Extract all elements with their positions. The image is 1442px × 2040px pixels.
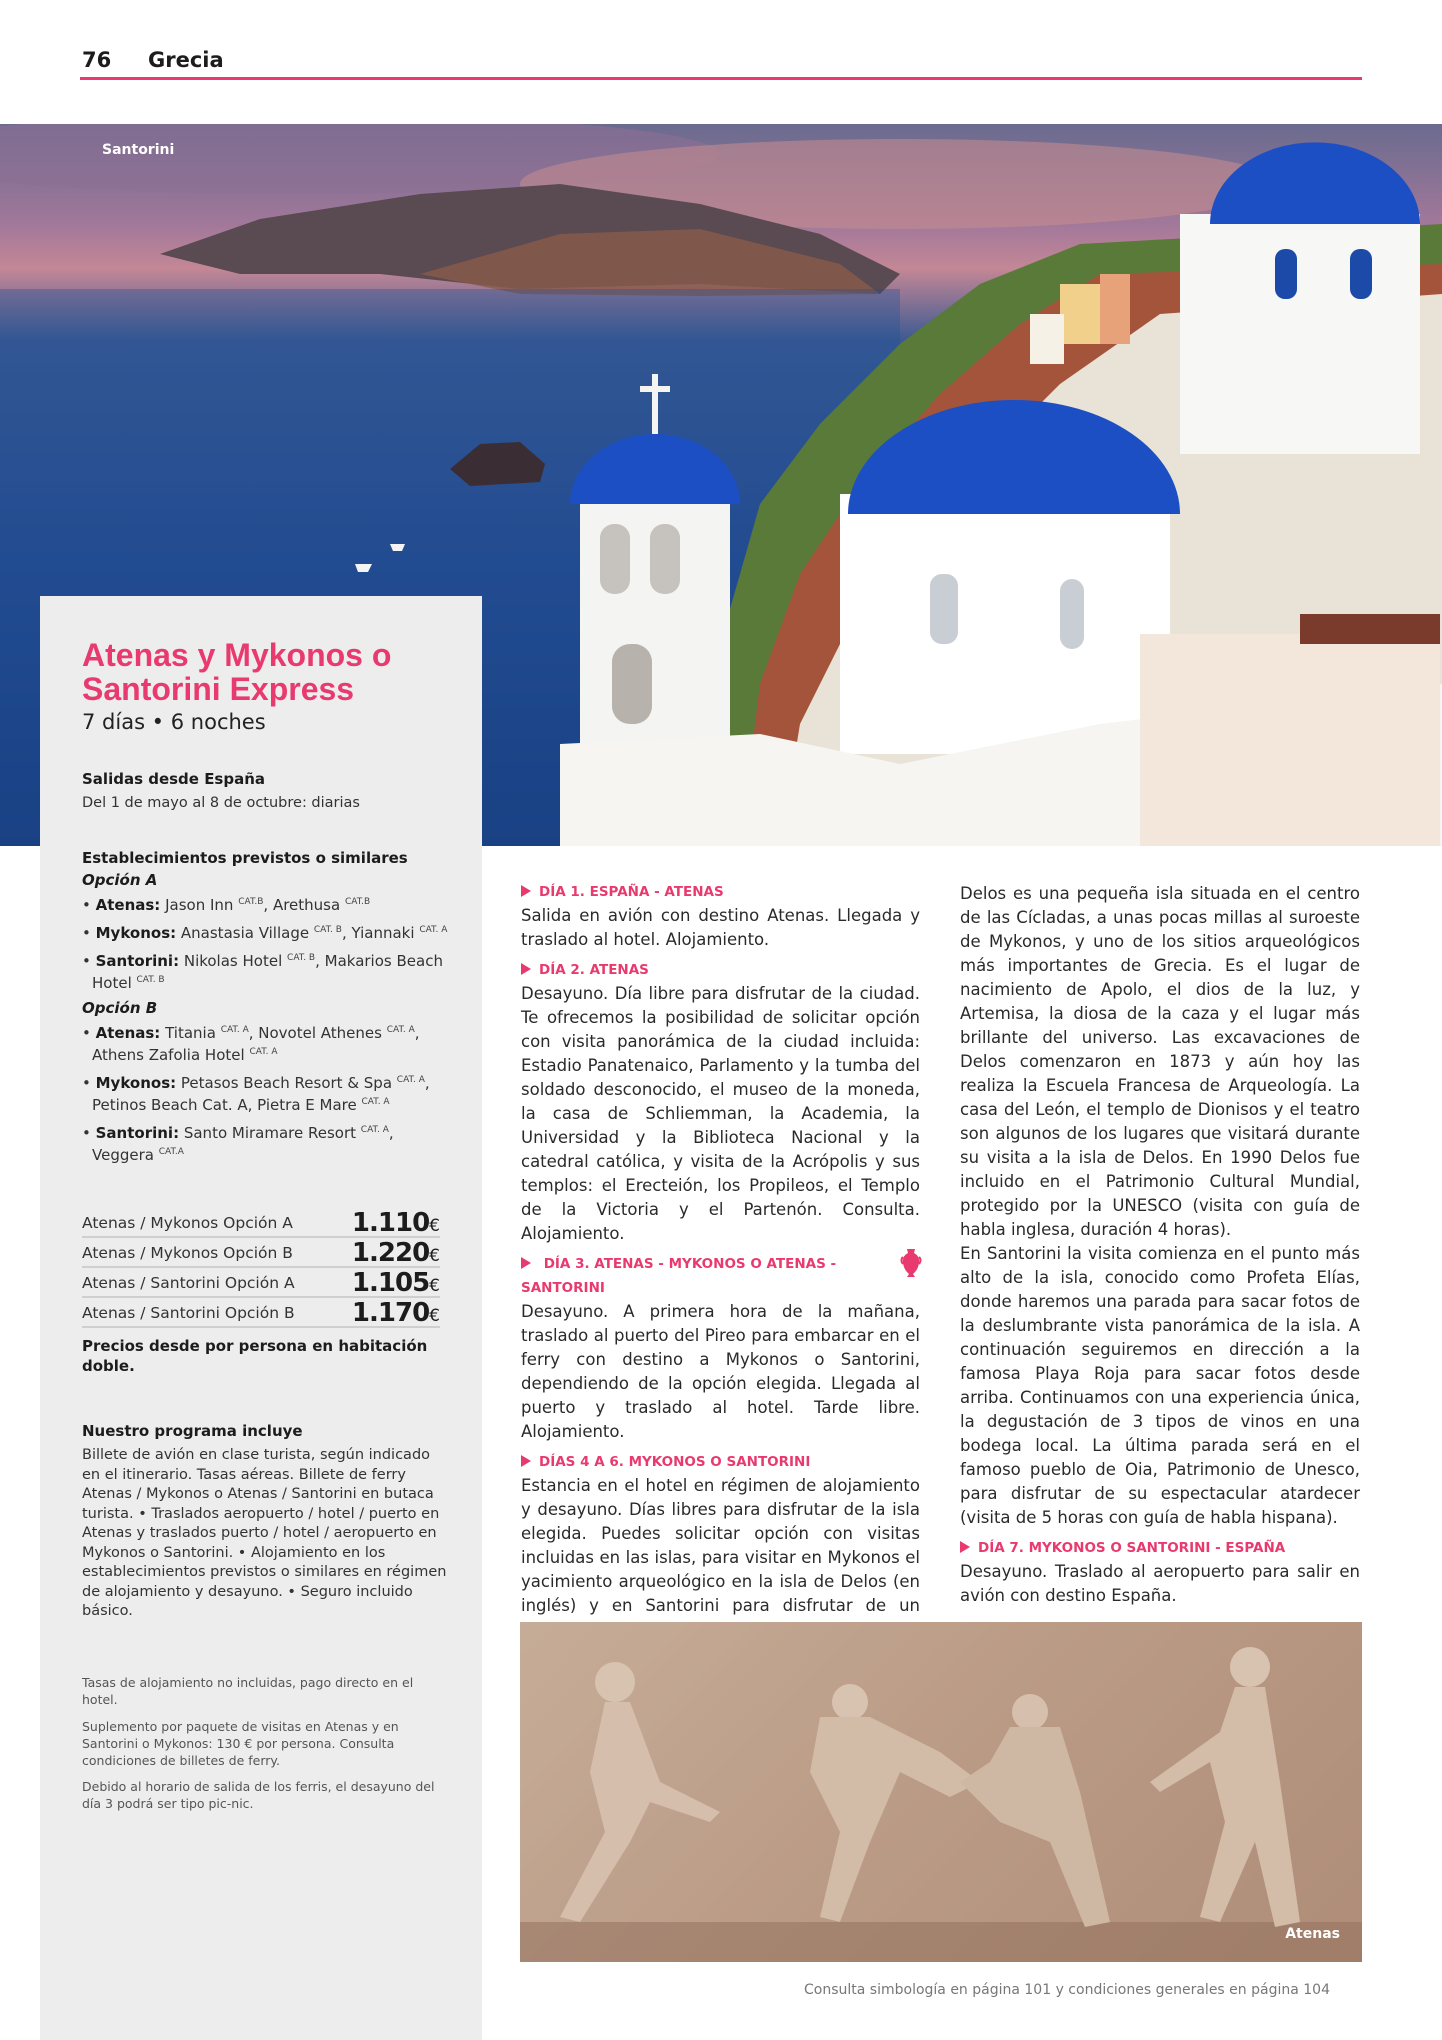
price-note: Precios desde por persona en habitación doble. [82,1337,428,1375]
itinerary-column-1 [521,880,920,1690]
day-4-6-title: DÍAS 4 A 6. MYKONOS O SANTORINI [521,1450,920,1474]
day-7-title: DÍA 7. MYKONOS O SANTORINI - ESPAÑA [960,1536,1360,1560]
hotel-item: • Santorini: Santo Miramare Resort $^{CAT. A}$, Veggera $^{CAT.A}$ [82,1124,394,1164]
price-row: Atenas / Santorini Opción A 1.105€ [82,1268,440,1298]
hotels-heading: Establecimientos previstos o similares [82,849,408,867]
departures-heading: Salidas desde España [82,770,266,788]
day-2-text: Desayuno. Día libre para disfrutar de la ciudad. Te ofrecemos la posibilidad de solicitar opción con visita panorámica de la ciudad incluida: Estadio Panatenaico, Parlamento y la tumba del soldado desconocido, el museo de la moneda, la casa de Schliemman, la Academia, la Universidad y la Biblioteca Nacional y la catedral católica, y visita de la Acrópolis y sus templos: el Erecteión, los Propileos, el Templo de la Victoria y el Partenón. Consulta. Alojamiento. [521,984,920,1243]
option-a-label: Opción A [82,871,158,889]
hotel-item: • Mykonos: Petasos Beach Resort & Spa $^{CAT. A}$, Petinos Beach Cat. A, Pietra E Mare $^{CAT. A}$ [82,1074,430,1114]
day-7-text: Desayuno. Traslado al aeropuerto para salir en avión con destino España. [960,1562,1360,1605]
day-3-text: Desayuno. A primera hora de la mañana, traslado al puerto del Pireo para embarcar en el ferry con destino a Mykonos o Santorini, dependiendo de la opción elegida. Llegada al puerto y traslado al hotel. Tarde libre. Alojamiento. [521,1302,920,1441]
price-row: Atenas / Mykonos Opción A 1.110€ [82,1208,440,1238]
wrestlers-relief-illustration [520,1622,1362,1962]
page-header [80,44,1362,80]
trip-title [82,638,452,706]
footer-note: Consulta simbología en página 101 y condiciones generales en página 104 [804,1982,1330,1998]
option-b-label: Opción B [82,999,158,1017]
hotel-item: • Mykonos: Anastasia Village $^{CAT. B}$, Yiannaki $^{CAT. A}$ [82,924,448,942]
hotel-item: • Santorini: Nikolas Hotel $^{CAT. B}$, Makarios Beach Hotel $^{CAT. B}$ [82,952,443,992]
hotels-section [82,849,452,1165]
day-1-title: DÍA 1. ESPAÑA - ATENAS [521,880,920,904]
relief-image-atenas [520,1622,1362,1962]
hotel-item: • Atenas: Titania $^{CAT. A}$, Novotel Athenes $^{CAT. A}$, Athens Zafolia Hotel $^{CAT. A}$ [82,1024,420,1064]
note-1: Tasas de alojamiento no incluidas, pago directo en el hotel. [82,1675,414,1707]
departures-text: Del 1 de mayo al 8 de octubre: diarias [82,795,360,811]
page-number: 76 [82,48,112,72]
trip-title-line-2: Santorini Express [82,671,355,707]
santorini-visit-text: En Santorini la visita comienza en el punto más alto de la isla, conocido como Profeta Elías, donde haremos una parada para sacar fotos de la deslumbrante vista panorámica de la isla. A continuación seguiremos en dirección a la famosa Playa Roja para sacar fotos desde arriba. Continuamos con una experiencia única, la degustación de 3 tipos de vinos en una bodega local. La última parada será en el famoso pueblo de Oia, Patrimonio de Unesco, para disfrutar de su espectacular atardecer (visita de 5 horas con guía de habla hispana). [960,1244,1360,1527]
includes-text: Billete de avión en clase turista, según indicado en el itinerario. Tasas aéreas. Billete de ferry Atenas / Mykonos o Atenas / Santorini en butaca turista. • Traslados aeropuerto / hotel / puerto en Atenas y traslados puerto / hotel / aeropuerto en Mykonos o Santorini. • Alojamiento en los establecimientos previstos o similares en régimen de alojamiento y desayuno. • Seguro incluido básico. [82,1447,447,1619]
hotel-item: • Atenas: Jason Inn $^{CAT.B}$, Arethusa $^{CAT.B}$ [82,896,371,914]
itinerary-column-2 [960,882,1360,1608]
amphora-icon [900,1248,922,1278]
trip-title-line-1: Atenas y Mykonos o [82,637,392,673]
note-3: Debido al horario de salida de los ferris, el desayuno del día 3 podrá ser tipo pic-nic. [82,1779,435,1811]
includes-heading: Nuestro programa incluye [82,1422,303,1440]
relief-caption: Atenas [1285,1926,1340,1942]
note-2: Suplemento por paquete de visitas en Atenas y en Santorini o Mykonos: 130 € por persona. Consulta condiciones de billetes de ferry. [82,1719,399,1768]
trip-info-panel [40,596,482,2040]
price-row: Atenas / Mykonos Opción B 1.220€ [82,1238,440,1268]
delos-text: Delos es una pequeña isla situada en el centro de las Cícladas, a unas pocas millas al suroeste de Mykonos, y uno de los sitios arqueológicos más importantes de Grecia. Es el lugar de nacimiento de Apolo, el dios de la luz, y Artemisa, la diosa de la caza y el lugar más brillante del universo. Las excavaciones de Delos comenzaron en 1873 y aún hoy las realiza la Escuela Francesa de Arqueología. La casa del León, el templo de Dionisos y el teatro son algunos de los lugares que visitará durante su visita a la isla de Delos. En 1990 Delos fue incluido en el Patrimonio Cultural Mundial, protegido por la UNESCO (visita con guía de habla inglesa, duración 4 horas). [960,884,1360,1239]
day-3-title: DÍA 3. ATENAS - MYKONOS O ATENAS - SANTORINI [521,1252,920,1300]
trip-duration: 7 días • 6 noches [82,710,266,734]
day-4-6-text: Estancia en el hotel en régimen de alojamiento y desayuno. Días libres para disfrutar de la isla elegida. Puedes solicitar opción con visitas incluidas en las islas, para visitar en Mykonos el yacimiento arqueológico en la isla de Delos (en inglés) y en Santorini para disfrutar de un [521,1476,920,1615]
section-title: Grecia [148,48,224,72]
hero-caption: Santorini [102,142,175,158]
day-2-title: DÍA 2. ATENAS [521,958,920,982]
day-1-text: Salida en avión con destino Atenas. Llegada y traslado al hotel. Alojamiento. [521,906,920,949]
price-row: Atenas / Santorini Opción B 1.170€ [82,1298,440,1328]
